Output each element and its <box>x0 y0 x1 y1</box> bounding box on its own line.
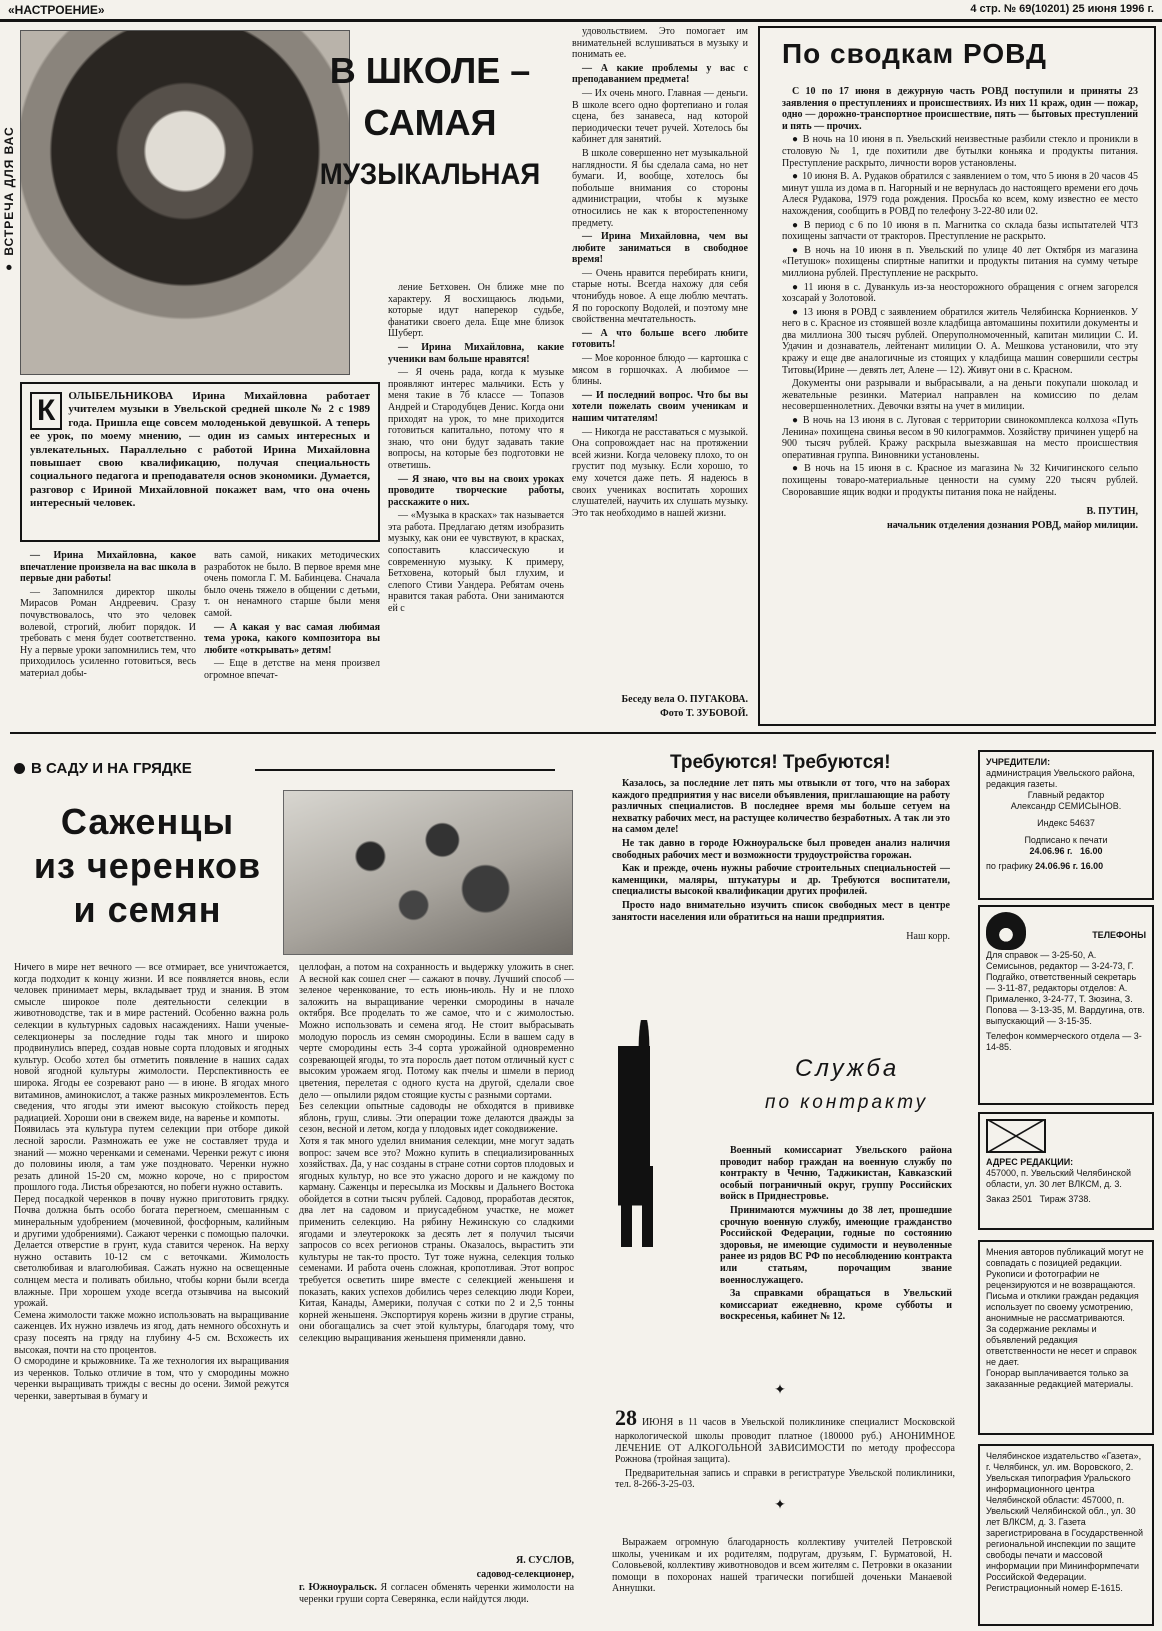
run-number: 3738. <box>1068 1194 1091 1204</box>
music-rubric: ● ВСТРЕЧА ДЛЯ ВАС <box>2 126 16 275</box>
rovd-signature-title: начальник отделения дознания РОВД, майор милиции. <box>887 519 1138 531</box>
address-text: 457000, п. Увельский Челябинской области, ул. 30 лет ВЛКСМ, д. 3. <box>986 1168 1131 1189</box>
music-col2 <box>204 550 380 720</box>
paragraph: За справками обращаться в Увельский комиссариат ежедневно, кроме субботы и воскресенья, кабинет № 12. <box>720 1288 952 1323</box>
paragraph: — А какие проблемы у вас с преподаванием предмета! <box>572 62 748 86</box>
paragraph: — Ирина Михайловна, чем вы любите заниматься в свободное время! <box>572 231 748 266</box>
founders-label: УЧРЕДИТЕЛИ: <box>986 757 1051 767</box>
rovd-item: ● В период с 6 по 10 июня в п. Магнитка со склада базы испытателей ЧТЗ похищены запчасти от тракторов. Преступление не раскрыто. <box>782 220 1138 243</box>
signed-label: Подписано к печати <box>1024 835 1108 845</box>
paragraph: ление Бетховен. Он ближе мне по характеру. Я восхищаюсь людьми, которые идут наперекор судьбе, фанатики своего дела. Еще мне близок Шуберт. <box>388 282 564 340</box>
bullet-icon <box>14 763 25 774</box>
schedule-date: 24.06.96 г. <box>1035 861 1079 871</box>
order-number: 2501 <box>1012 1194 1033 1204</box>
paragraph: Просто надо внимательно изучить список свободных мест в центре занятости населения или обратиться на наши предприятия. <box>612 899 950 923</box>
run-label: Тираж <box>1039 1194 1066 1204</box>
music-col1 <box>20 550 196 720</box>
rovd-signature-name: В. ПУТИН, <box>1086 506 1138 518</box>
music-intro <box>20 382 380 542</box>
music-signature <box>572 694 748 724</box>
garden-signature <box>299 1555 574 1629</box>
rovd-title: По сводкам РОВД <box>782 38 1047 69</box>
soldier-silhouette <box>604 1020 684 1310</box>
music-title-line3: МУЗЫКАЛЬНАЯ <box>319 158 541 191</box>
clinic-ad <box>615 1405 955 1490</box>
rovd-body <box>782 86 1138 716</box>
printing-box: Челябинское издательство «Газета», г. Челябинск, ул. им. Воровского, 2. Увельская типография Уральского информационного центра Челябинской области: 457000, п. Увельский Челябинской обл., ул. 30 лет ВЛКСМ, д. 3. Газета зарегистрирована в Государственной региональной инспекции по защите свободы печати и массовой информации при Мининформпечати Российской Федерации. Регистрационный номер Е-1615. <box>978 1444 1154 1626</box>
founders-box <box>978 750 1154 900</box>
garden-col2: целлофан, а потом на сохранность и выдержку уложить в снег. А весной как сошел снег — сажают в почву. Лучший способ — зеленое черенкование, то есть июнь-июль. Ну и не плохо заложить на выращивание черенки смородины в начале октября. Все проделать то же самое, что и с жимолостью. Можно использовать и семена ягод. Не стоит выбрасывать молодую поросль из семян смородины. Если в вашем саду в черте смородины есть 3-4 сорта урожайной одновременно созревающей ягоды, то эта поросль дает потом отличный куст с высоким урожаем ягод. Потому как пчелы и шмели в период цветения, перелетая с одного куста на другой, сделали свое дело — опылили рядом стоящие кусты с разными сортами. Без селекции опытные садоводы не обходятся в прививке яблонь, груш, сливы. Эти операции тоже делаются дважды за сезон, весной и летом, когда у плодовых идет сокодвижение. Хотя я так много уделил внимания селекции, мне могут задать вопрос: зачем все это? Можно купить в специализированных хозяйствах. Да, у нас созданы в стране сотни сортов плодовых и ягодных культур, но все это ужасно дорого и не каждому по карману. Саженцы и пересылка из Москвы и Дальнего Востока обойдется в сотни тысяч рублей. Садовод, проработав десяток, два лет на садовом и приусадебном участке, не может применить селекцию. На рябину Нежинскую со сладкими ягодами и элеутерококк за десять лет я получил тысячи запросов со всех регионов страны. Оказалось, вырастить эти культуры не так-то просто. Тут тоже нужна, селекция только семенами. И работа очень сложная, кропотливая. Этот вопрос требуется осветить шире вместе с селекцией женьшеня и показать, каких успехов добились через селекцию люди Кореи, Китая, Канады, Америки, получая с сотки по 2 и 2,5 тонны корней женьшеня. Экспортируя корень жизни в другие страны, они обогащались за счет этой культуры, благодаря тому, что селекцию выращивания женьшеня применяли давно. <box>299 962 574 1344</box>
garden-tail: Я согласен обменять черенки жимолости на черенки груши сорта Северянка, если найдутся люди. <box>299 1582 574 1605</box>
envelope-icon <box>986 1119 1046 1153</box>
editor-label: Главный редактор <box>1027 790 1105 800</box>
paragraph: — Я очень рада, когда к музыке проявляют интерес мальчики. Есть у меня такие в 7б классе — Топазов Андрей и Стародубцев Денис. Когда они приходят на урок, то мне приходится готовиться капитально, потому что я знаю, что они будут задавать такие вопросы, на которые без подготовки не ответишь. <box>388 367 564 471</box>
signed-date: 24.06.96 г. <box>1029 846 1073 856</box>
rovd-lead: С 10 по 17 июня в дежурную часть РОВД поступили и приняты 23 заявления о преступлениях и происшествиях. Из них 11 краж, один — пожар, одно — дорожно-транспортное происшествие, пять — бытовых преступлений и пять — прочих. <box>782 86 1138 132</box>
paragraph: вать самой, никаких методических разработок не было. В первое время мне очень помогла Г. М. Бабинцева. Сначала было очень тяжело в общении с детьми, т. он ненамного старше были меня самой. <box>204 550 380 619</box>
music-col4 <box>572 26 748 692</box>
thanks-note <box>612 1537 952 1627</box>
rovd-item: ● В ночь на 15 июня в с. Красное из магазина № 32 Кичигинского сельпо похищены товаро-материальные ценности на сумму 220 тысяч рублей. Своровавшие ящик водки и продукты питания пока не найдены. <box>782 463 1138 498</box>
music-intro-text: ОЛЫБЕЛЬНИКОВА Ирина Михайловна работает учителем музыки в Увельской средней школе № 2 с 1989 года. Пришла еще совсем молоденькой девушкой. А теперь ее урок, по моему мнению, — один из самых интересных и увлекательных. Параллельно с работой Ирина Михайловна повышает свою квалификацию, получая специальность социального педагога и преподавателя основ экономики. Думается, разговор с Ириной Михайловной покажет вам, что она очень интересный человек. <box>30 390 370 510</box>
rovd-item: Документы они разрывали и выбрасывали, а на деньги покупали шоколад и жевательные резинки. Материал направлен на комиссию по делам несовершеннолетних. Девочки взяты на учет в милиции. <box>782 378 1138 413</box>
garden-author-title: садовод-селекционер, <box>476 1568 574 1580</box>
clinic-text2: Предварительная запись и справки в регистратуре Увельской поликлиники, тел. 8-266-3-25-03. <box>615 1467 955 1490</box>
service-title: Служба <box>795 1055 900 1082</box>
music-col3 <box>388 282 564 720</box>
issue-info: 4 стр. № 69(10201) 25 июня 1996 г. <box>970 3 1154 15</box>
paragraph: — «Музыка в красках» так называется эта работа. Предлагаю детям изобразить музыку, как они ее чувствуют, в красках, сопоставить классическую и современную музыку. К примеру, Бетховена, который был глухим, и слепого Стиви Уандера. Ребятам очень нравится такая работа. Они занимаются ей с <box>388 510 564 615</box>
diamond-icon: ✦ <box>774 1498 786 1513</box>
garden-rubric-text: В САДУ И НА ГРЯДКЕ <box>31 760 192 777</box>
paragraph: — Ирина Михайловна, какое впечатление произвела на вас школа в первые дни работы! <box>20 550 196 585</box>
paragraph: — А какая у вас самая любимая тема урока, какого композитора вы любите «открывать» детям! <box>204 621 380 656</box>
garden-col1: Ничего в мире нет вечного — все отмирает, все уничтожается, когда подходит к концу жизни. И все появляется вновь, если человек принимает меры, вкладывает труд и знания. В этом смысле широкое поле деятельности селекции в животноводстве, так и в мире растений. Особенно важна роль селекции в культурных садовых насаждениях. Наши ученые-селекционеры за последние годы так много и широко продвинулись вперед, создав новые сорта плодовых и ягодных культур. Особо хотел бы отметить появление в наших садах новой ягодной культуры жимолости. Перспективность ее широка. Ягоды ее созревают рано — в июне. В ягодах много витаминов, аминокислот, а также разных микроэлементов. Есть сведения, что ягоды эти имеют высокую стойкость перед радиацией. Хороши они в свежем виде, на варенье и компоты. Появилась эта культура путем селекции при отборе дикой лесной заросли. Размножать ее уже не составляет труда и знаний — можно черенками и семенами. Черенки режут с июня до половины июля, а там уже поздновато. Черенки нужно резать длиной 15-20 см, можно короче, но с приростом прошлого года. Листья обрезаются, но побеги нужно оставить. Перед посадкой черенков в почву нужно приготовить грядку. Почва должна быть особо богата перегноем, смешанным с минеральным удобрением (мочевиной, фосфорным, калийным и другими удобрениями). Сажают черенки с помощью палочки. Делается отверстие в грунт, куда ставится черенок. На верху нужно оставить 10-12 см с веточками. Жимолость светолюбивая и влаголюбивая. Сажать нужно на освещенные солнцем места и поливать обильно, чтобы корни были всегда влажные. При хорошем уходе всегда отзывчива на высокий урожай. Семена жимолости также можно использовать на выращивание саженцев. Их нужно извлечь из ягод, дать немного обсохнуть и сразу посеять на гряду на глубину 4-5 см. Всхожесть их высокая, почти на сто процентов. О смородине и крыжовнике. Та же технология их выращивания из черенков. Только отличие в том, что у смородины можно черенки выращивать трижды с весны до осени. Зимой режутся черенки, завертывая в бумагу и <box>14 962 289 1402</box>
paragraph: Как и прежде, очень нужны рабочие строительных специальностей — каменщики, маляры, штукатуры и др. Требуются воспитатели, специалисты высокой квалификации других профилей. <box>612 863 950 898</box>
author-signature: Беседу вела О. ПУГАКОВА. <box>621 694 748 705</box>
paragraph: — Мое коронное блюдо — картошка с мясом в горшочках. А любимое — блины. <box>572 353 748 388</box>
garden-author: Я. СУСЛОВ, <box>515 1555 574 1566</box>
paragraph: — Никогда не расставаться с музыкой. Она сопровождает нас на протяжении всей жизни. Когда человеку плохо, то он грустит под музыку. Если хорошо, то ему хочется даже петь. Я надеюсь в своих учениках воспитать хороших слушателей, научить их слушать музыку. Это так необходимо в нашей жизни. <box>572 426 748 519</box>
notes-box: Мнения авторов публикаций могут не совпадать с позицией редакции. Рукописи и фотографии не рецензируются и не возвращаются. Письма и отклики граждан редакция использует по своему усмотрению, анонимные не рассматриваются. За содержание рекламы и объявлений редакция ответственности не несет и справок не дает. Гонорар выплачивается только за заказанные редакцией материалы. <box>978 1240 1154 1435</box>
thanks-text: Выражаем огромную благодарность коллективу учителей Петровской школы, ученикам и их родителям, подругам, друзьям, Г. Бурматовой, Н. Соловьевой, коллективу животноводов и всем жителям с. Петровки в оказании помощи в похоронах нашей трагически погибшей доченьки Манаевой Аннушки. <box>612 1537 952 1595</box>
schedule-label: по графику <box>986 861 1033 871</box>
music-title-line1: В ШКОЛЕ – <box>329 50 531 91</box>
garden-title <box>20 800 275 932</box>
schedule-time: 16.00 <box>1080 861 1104 871</box>
paragraph: Военный комиссариат Увельского района проводит набор граждан на военную службу по контракту в Чечню, Таджикистан, Кавказский особый пограничный округ, группу Российских войск в Приднестровье. <box>720 1145 952 1203</box>
paragraph: удовольствием. Это помогает им внимательней вслушиваться в музыку и понимать ее. <box>572 26 748 61</box>
paragraph: Не так давно в городе Южноуральске был проведен анализ наличия свободных рабочих мест и возможности трудоустройства горожан. <box>612 837 950 861</box>
required-signature: Наш корр. <box>906 931 950 943</box>
photo-credit: Фото Т. ЗУБОВОЙ. <box>660 707 748 719</box>
address-label: АДРЕС РЕДАКЦИИ: <box>986 1157 1074 1167</box>
signed-time: 16.00 <box>1079 846 1103 856</box>
rovd-item: ● 10 июня В. А. Рудаков обратился с заявлением о том, что 5 июня в 20 часов 45 минут ушла из дома в п. Нагорный и не вернулась до настоящего времени его дочь Алеся Рудакова, 1979 года рождения. Просьба ко всем, кому известно ее место нахождения, сообщить в РОВД по телефону 3-22-80 или 02. <box>782 171 1138 217</box>
clinic-day: 28 <box>615 1405 637 1430</box>
paragraph: — Их очень много. Главная — деньги. В школе всего одно фортепиано и голая сцена, без занавеса, над которой периодически течет ручей. Хотелось бы кабинет для занятий. <box>572 87 748 146</box>
garden-title-line2: из черенков <box>33 845 262 886</box>
founders-text: администрация Увельского района, редакция газеты. <box>986 768 1135 789</box>
paragraph: — Я знаю, что вы на своих уроках проводите творческие работы, расскажите о них. <box>388 473 564 508</box>
editor-name: Александр СЕМИСЫНОВ. <box>1010 801 1122 811</box>
phones-label: ТЕЛЕФОНЫ <box>1092 930 1146 940</box>
order-label: Заказ <box>986 1194 1010 1204</box>
service-body <box>720 1145 952 1395</box>
paragraph: Казалось, за последние лет пять мы отвыкли от того, что на заборах каждого предприятия у нас висели объявления, приглашающие на работу различных специалистов. В последнее время мы больше сетуем на нехватку рабочих мест, на растущее количество безработных. А так ли это на самом деле! <box>612 778 950 836</box>
phones-text: Для справок — 3-25-50, А. Семисынов, редактор — 3-24-73, Г. Подгайко, ответственный секретарь — 3-11-87, редакторы отделов: А. Прималенко, 3-24-77, Т. Зюзина, З. Попова — 3-13-35, М. Вардугина, отв. выпускающий — 3-15-35. <box>986 950 1145 1026</box>
newspaper-name: «НАСТРОЕНИЕ» <box>8 3 105 17</box>
index: Индекс 54637 <box>1037 818 1095 828</box>
service-subtitle: по контракту <box>765 1092 929 1113</box>
garden-title-line3: и семян <box>73 889 222 930</box>
diamond-icon: ✦ <box>774 1383 786 1398</box>
rovd-item: ● 11 июня в с. Дуванкуль из-за неосторожного обращения с огнем загорелся хозсарай у Золотовой. <box>782 282 1138 305</box>
paragraph: — Запомнился директор школы Мирасов Роман Андреевич. Сразу почувствовалось, что это человек волевой, строгий, любит порядок. И требовать с меня будет соответственно. Ну а первые уроки запомнились тем, что приходилось усиленно готовиться, весь материал добы- <box>20 586 196 679</box>
section-divider <box>10 732 1156 734</box>
garden-place: г. Южноуральск. <box>299 1582 377 1594</box>
berries-photo <box>283 790 573 955</box>
music-title <box>300 45 560 201</box>
paragraph: — Очень нравится перебирать книги, старые ноты. Всегда нахожу для себя чтонибудь новое. А еще люблю мечтать. Я по гороскопу Водолей, и поэтому мне свойственна мечтательность. <box>572 267 748 326</box>
rovd-report-box <box>758 26 1156 726</box>
garden-title-line1: Саженцы <box>60 801 235 842</box>
paragraph: — Еще в детстве на меня произвел огромное впечат- <box>204 658 380 681</box>
commercial-phone: Телефон коммерческого отдела — 3-14-85. <box>986 1031 1142 1052</box>
telephone-icon <box>986 912 1026 950</box>
address-box <box>978 1112 1154 1230</box>
required-title: Требуются! Требуются! <box>670 752 891 773</box>
rovd-item: ● В ночь на 10 июня в п. Увельский по улице 40 лет Октября из магазина «Петушок» похищены спиртные напитки и продукты питания на сумму четыре миллиона рублей. Преступление не раскрыто. <box>782 245 1138 280</box>
paragraph: — А что больше всего любите готовить! <box>572 327 748 351</box>
paragraph: — И последний вопрос. Что бы вы хотели пожелать своим ученикам и нашим читателям! <box>572 389 748 424</box>
paragraph: В школе совершенно нет музыкальной наглядности. Я бы сделала сама, но нет бумаги. И, вообще, хотелось бы побольше внимания со стороны администрации, чтобы к музыке относились не как к второстепенному предмету. <box>572 147 748 229</box>
page-header <box>0 0 1162 22</box>
rovd-item: ● 13 июня в РОВД с заявлением обратился житель Челябинска Корниенков. У него в с. Красное из стоявшей возле кладбища автомашины похитили документы и два миллиона 300 тысяч рублей. Оперуполномоченный, капитан милиции С. И. Удачин и дознаватель, лейтенант милиции О. А. Мешкова установили, что эту кражу и еще две аналогичные из стоящих у кладбища машин совершили сестры Титовы(Ирине — девять лет, Алене — 12). Живут они в с. Красном. <box>782 307 1138 377</box>
paragraph: Принимаются мужчины до 38 лет, прошедшие срочную военную службу, имеющие гражданство Российской Федерации, годные по состоянию здоровья, не имеющие судимости и неуволенные ранее из рядов ВС РФ по несоблюдению контракта или статьям, порочащим звание военнослужащего. <box>720 1204 952 1286</box>
paragraph: — Ирина Михайловна, какие ученики вам больше нравятся! <box>388 341 564 365</box>
music-title-line2: САМАЯ <box>363 102 497 143</box>
phones-box <box>978 905 1154 1105</box>
rovd-item: ● В ночь на 10 июня в п. Увельский неизвестные разбили стекло и проникли в столовую № 1, где похитили две бутылки коньяка и продукты питания. Преступление раскрыто, личности воров установлены. <box>782 134 1138 169</box>
garden-rubric <box>14 760 192 777</box>
required-body <box>612 778 950 988</box>
rovd-item: ● В ночь на 13 июня в с. Луговая с территории свинокомплекса колхоза «Путь Ленина» похищена свинья весом в 90 килограммов. Хозяйству причинен ущерб на 900 тысяч рублей. Кражу раскрыла выезжавшая на место происшествия оперативная группа. Виновники установлены. <box>782 415 1138 461</box>
dropcap: К <box>30 392 62 430</box>
clinic-text: ИЮНЯ в 11 часов в Увельской поликлинике специалист Московской наркологической школы проводит платное (180000 руб.) АНОНИМНОЕ ЛЕЧЕНИЕ ОТ АЛКОГОЛЬНОЙ ЗАВИСИМОСТИ по методу профессора Рожнова (тройная защита). <box>615 1417 955 1466</box>
rubric-line <box>255 769 555 771</box>
